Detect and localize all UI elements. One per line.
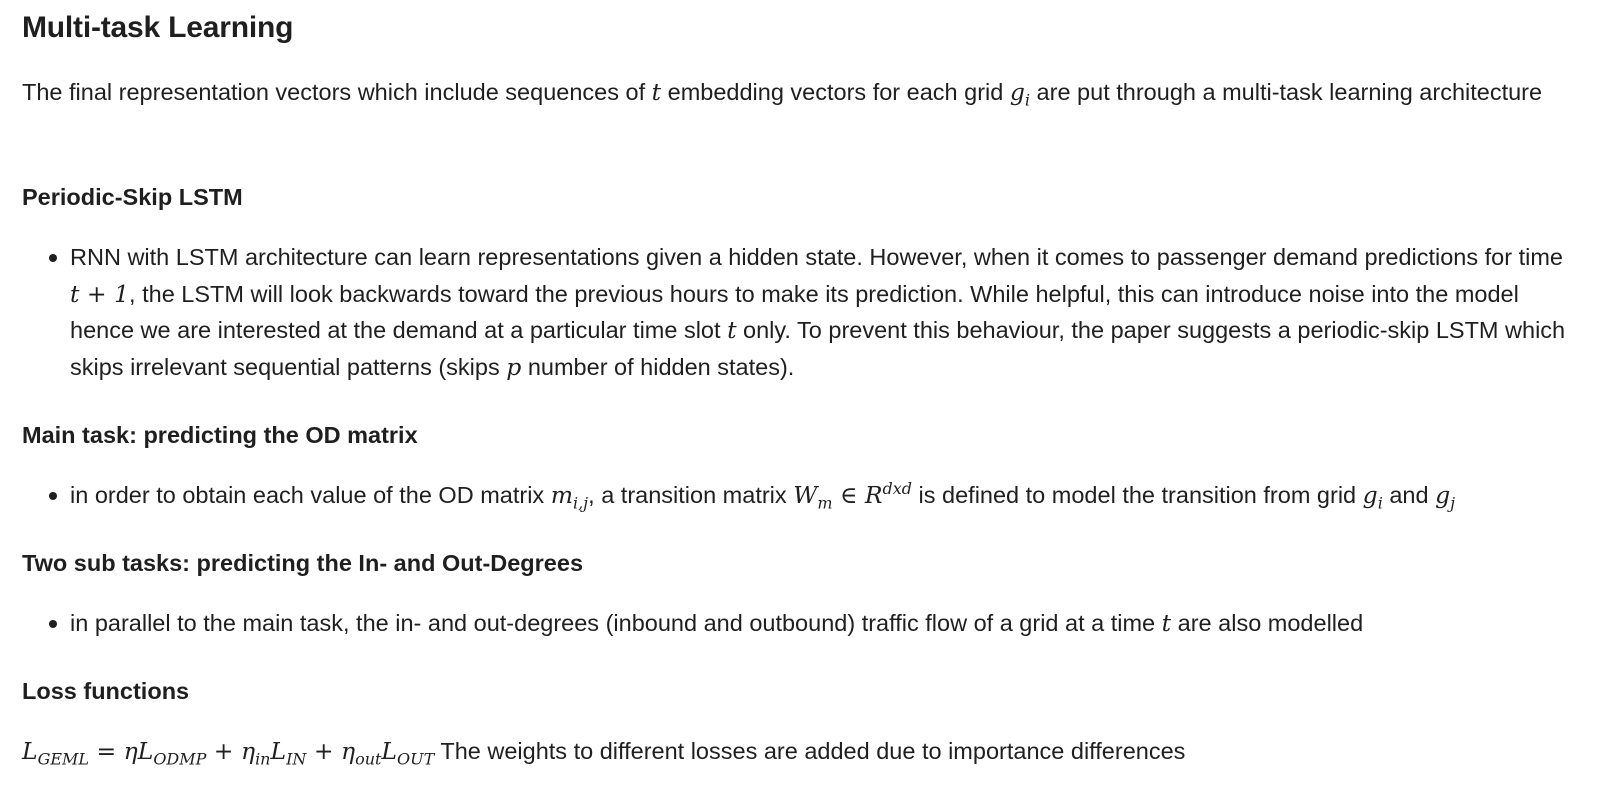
math-eta-in-base: η bbox=[240, 737, 256, 765]
math-L-OUT bbox=[381, 737, 435, 769]
math-gj-base: g bbox=[1435, 481, 1451, 509]
math-t-plus-1: t + 1 bbox=[70, 279, 130, 308]
intro-text-3: are put through a multi-task learning architecture bbox=[1030, 79, 1543, 105]
math-g-base: g bbox=[1009, 78, 1025, 106]
math-gi-base: g bbox=[1362, 481, 1378, 509]
math-L-ODMP bbox=[137, 737, 207, 769]
math-L3-sub: OUT bbox=[397, 749, 435, 769]
intro-text-2: embedding vectors for each grid bbox=[661, 79, 1010, 105]
section-heading-loss: Loss functions bbox=[22, 678, 190, 704]
math-L1-base: L bbox=[137, 737, 154, 765]
math-eta-in bbox=[240, 737, 271, 769]
math-W-sub: m bbox=[817, 493, 833, 513]
math-L-GEML bbox=[22, 737, 89, 769]
math-t: t bbox=[1161, 609, 1172, 637]
math-R-base: R bbox=[864, 481, 883, 509]
periodic-text-2: , the LSTM will look backwards toward the previous hours to make its prediction. While helpful, this can introduce noise into the model hence we are interested at the demand at a particular time slot bbox=[70, 280, 1519, 343]
math-L-sub: GEML bbox=[37, 749, 89, 769]
math-L3-base: L bbox=[381, 737, 398, 765]
math-L2-base: L bbox=[270, 737, 287, 765]
math-L-base: L bbox=[22, 737, 38, 765]
periodic-text-3: only. To prevent this behaviour, the paper suggests a periodic-skip LSTM which skips irrelevant sequential patterns (skips bbox=[70, 317, 1566, 380]
intro-paragraph bbox=[22, 74, 1552, 111]
intro-text-1: The final representation vectors which include sequences of bbox=[22, 79, 652, 105]
math-eta-out-base: η bbox=[341, 737, 356, 765]
math-eta-out bbox=[341, 737, 382, 769]
math-m-base: m bbox=[550, 481, 573, 509]
math-R-dxd bbox=[865, 481, 912, 509]
main-text-1: in order to obtain each value of the OD matrix bbox=[70, 482, 551, 508]
sub-text-1: in parallel to the main task, the in- and out-degrees (inbound and outbound) traffic flow of a grid at a time bbox=[70, 610, 1162, 636]
main-text-3: is defined to model the transition from grid bbox=[912, 482, 1363, 508]
math-R-sup: dxd bbox=[882, 479, 912, 499]
section-heading-periodic-skip: Periodic-Skip LSTM bbox=[22, 184, 243, 210]
math-p: p bbox=[506, 352, 522, 381]
section-heading-sub-tasks: Two sub tasks: predicting the In- and Out-Degrees bbox=[22, 550, 584, 576]
math-L-IN bbox=[270, 737, 307, 769]
math-L2-sub: IN bbox=[286, 749, 307, 769]
math-eta-in-sub: in bbox=[255, 749, 271, 769]
math-W-base: W bbox=[793, 481, 818, 509]
page-title: Multi-task Learning bbox=[22, 11, 294, 44]
list-item bbox=[22, 477, 1582, 514]
math-eta: η bbox=[123, 737, 138, 765]
math-m-ij bbox=[550, 481, 589, 513]
math-g-sub: i bbox=[1024, 90, 1031, 110]
math-gi-sub: i bbox=[1377, 493, 1383, 513]
math-g-j bbox=[1435, 481, 1456, 513]
periodic-text-4: number of hidden states). bbox=[521, 353, 795, 380]
math-eta-out-sub: out bbox=[355, 749, 382, 769]
math-element-of: ∈ bbox=[832, 481, 865, 509]
list-item bbox=[22, 239, 1567, 385]
periodic-text-1: RNN with LSTM architecture can learn representations given a hidden state. However, when it comes to passenger demand predictions for time bbox=[70, 244, 1563, 270]
math-W-m bbox=[793, 481, 833, 513]
math-equals: = bbox=[88, 737, 124, 765]
sub-text-2: are also modelled bbox=[1171, 610, 1364, 636]
loss-equation-line bbox=[22, 733, 1185, 770]
math-m-sub: i,j bbox=[573, 493, 589, 513]
list-item bbox=[22, 605, 1567, 642]
math-L1-sub: ODMP bbox=[153, 749, 207, 769]
math-g bbox=[1009, 78, 1031, 110]
main-text-2: , a transition matrix bbox=[588, 482, 794, 508]
loss-text: The weights to different losses are added due to importance differences bbox=[434, 738, 1186, 764]
main-text-4: and bbox=[1382, 482, 1436, 508]
math-gj-sub: j bbox=[1450, 493, 1456, 513]
periodic-skip-list bbox=[22, 239, 1567, 385]
math-g-i bbox=[1362, 481, 1383, 513]
math-plus: + bbox=[206, 737, 241, 765]
math-t: t bbox=[651, 78, 662, 106]
sub-tasks-list bbox=[22, 605, 1567, 642]
section-heading-main-task: Main task: predicting the OD matrix bbox=[22, 422, 418, 448]
math-t: t bbox=[727, 316, 737, 344]
math-plus: + bbox=[306, 737, 341, 765]
main-task-list bbox=[22, 477, 1582, 514]
